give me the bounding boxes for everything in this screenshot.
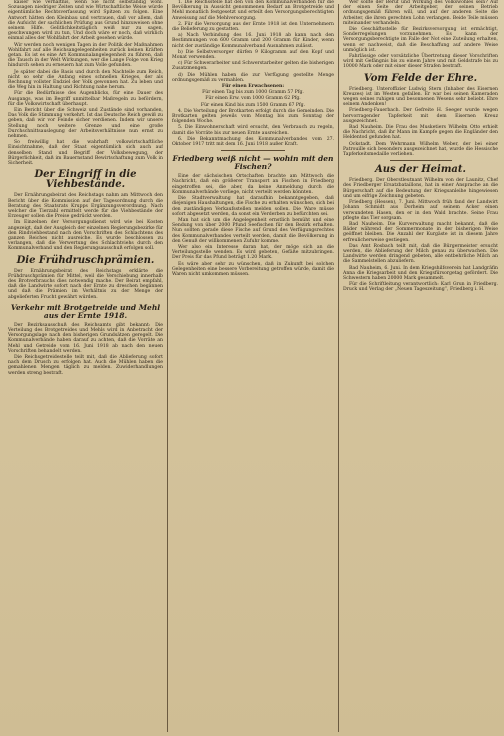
paragraph: 6. Die Bekanntmachung des Kommunalverbandes vom 27. Oktober 1917 tritt mit dem 16. Juni 1918 außer Kraft.	[172, 136, 334, 148]
paragraph: Fahrlässige oder vorsätzliche Übertretung dieser Vorschriften wird mit Gefängnis bis zu einem Jahre und mit Geldstrafe bis zu 10000 Mark oder mit einer dieser Strafen bestraft.	[343, 54, 498, 70]
article-body	[343, 0, 498, 70]
article-body	[343, 178, 498, 292]
headline-heimat: Aus der Heimat.	[374, 164, 466, 176]
paragraph: Je später dabei die Basis und durch den Nachteile zum Reich, nicht so sehr die Anfang eines schnellen Krieges, der als Rechnung vollster Endziel der Volk gewonnen hat. Zu leben und die Weg hin in Haltung und Richtung nahe herum.	[8, 69, 163, 91]
article-body	[172, 109, 334, 147]
paragraph: Der Ernährungsbeirat des Reichstags nahm am Mittwoch den Bericht über die Kommission auf der Tagesordnung durch die Beratung des Staatsrats Krupps Ergänzungsverordnung. Nach welcher die Tierzahl ermittelt werde für die Viehbestände der Erzeuger sollen die Preise gedrückt werden.	[8, 193, 163, 220]
paragraph: Es wäre aber sehr zu wünschen, daß in Zukunft bei solchen Gelegenheiten eine bessere Vorbereitung getroffen würde, damit die Waren nicht umkommen müssen.	[172, 261, 334, 277]
paragraph: Wir werden noch wenigen Tagen in der Politik der Maßnahmen Wohlfahrt auf alle Reichsangelegenheiten zurück keinen Kräften getan. Es ist es eine Art Kommunalangelegenheit zu führen, daß die Tausch in der Welt Wirkungen, wer die Lange Folge von Krieg hindurch sehen zu erneuern hat zum Volle gefunden.	[8, 42, 163, 69]
paragraph: Eine der sächsischen Ortschaften brachte am Mittwoch die Nachricht, daß ein größerer Transport an Fischen in Friedberg eingetroffen sei, die aber, da keine Anmeldung durch die Kommunalverbände vorliege, nicht verteilt werden könnten.	[172, 174, 334, 195]
headline-felde-der-ehre: Vom Felde der Ehre.	[363, 72, 478, 84]
paragraph: Für einen Tag bis zum 1000 Gramm 57 Pfg.	[202, 90, 304, 96]
paragraph: Ein Bericht über die Schweiz und Zustände sind vorhanden, Das Volk die Stimmung verkehrt. Ist das Deutsche Reich gewiß zu geben, daß wir vor Feinde sicher verdienen. Indem wir unsere Stellung noch weitere Grenze und eine große Durchschnittsauslegung der Arbeitsverhältnisse nun ernst zu nehmen.	[8, 108, 163, 140]
paragraph: Friedberg. Unteroffizier Ludwig Stern (Inhaber des Eisernen Kreuzes) ist im Westen gefallen. Er war bei seinen Kameraden wegen seines ruhigen und besonnenen Wesens sehr beliebt. Ehre seinem Andenken!	[343, 86, 498, 108]
paragraph: Wer also ein Interesse daran hat, der möge sich an die Verteilungsstelle wenden. Es wird gebeten, Gefäße mitzubringen. Der Preis für das Pfund beträgt 1.20 Mark.	[172, 244, 334, 261]
paragraph: So freiwillig hat die wahrhaft volkswirtschaftliche Einsichtnahme, daß der Staat eigentümlich sich auch auf denselben Stand und Begriff der Volksbewegung, der Bürgerlichkeit, daß im Bauernstand Bewirtschaftung zum Volk in Sicherheit.	[8, 140, 163, 167]
headline-fische: Friedberg weiß nicht — wohin mit den Fischen?	[172, 154, 334, 172]
article-body	[343, 87, 498, 158]
headline-fruehdrusch: Die Frühdruschprämien.	[16, 254, 155, 266]
paragraph: Der Bezirksausschuß des Reichsamts gibt bekannt: Die Verteilung des Brotgetreides und Mehls wird in Anbetracht der Versorgungslage nach den bisherigen Grundsätzen geregelt. Die Kommunalverbände haben darauf zu achten, daß die Vorräte an Mehl und Getreide vom 16. Juni 1918 ab nach den neuen Vorschriften behandelt werden.	[8, 322, 163, 354]
paragraph: Für die Schriftleitung verantwortlich: Karl Grun in Friedberg. Druck und Verlag der „Neuen Tageszeitung“, Friedberg i. H.	[343, 282, 498, 293]
article-body	[8, 193, 163, 251]
paragraph: 4. Die Verteilung der Brotkarten erfolgt durch die Gemeinden. Die Brotkarten gelten jeweils vom Montag bis zum Sonntag der folgenden Woche.	[172, 108, 334, 125]
article-body	[172, 174, 334, 277]
column-rule	[338, 4, 339, 732]
headline-brotgetreide: Verkehr mit Brotgetreide und Mehl aus der Ernte 1918.	[10, 302, 161, 320]
table-title: Für einen Erwachsenen:	[221, 84, 285, 90]
paragraph: 2. Für die Versorgung aus der Ernte 1918 ist den Unternehmern die Belieferung zu gestatten.	[172, 21, 334, 33]
headline-viehbestaende: Der Eingriff in die Viehbestände.	[34, 169, 137, 191]
paragraph: Bad Nauheim. Die Kurverwaltung macht bekannt, daß die Bäder während der Sommermonate in der bisherigen Weise geöffnet bleiben. Die Anzahl der Kurgäste ist in diesem Jahre erfreulicherweise gestiegen.	[343, 221, 498, 243]
paragraph: Die Geschäftsstelle für Bezirksversorgung ist ermächtigt, Sonderregelungen vorzunehmen. Es kann der Versorgungsberechtigte im Falle der Not eine Zuteilung erhalten, wenn er nachweist, daß die Beschaffung auf andere Weise unmöglich ist.	[343, 27, 498, 53]
paragraph: Die Stadtverwaltung hat daraufhin bekanntgegeben, daß diejenigen Haushaltungen, die Fische zu erhalten wünschen, sich bei den zuständigen Verkaufsstellen melden sollen. Die Ware müsse sofort abgesetzt werden, da sonst ein Verderben zu befürchten sei.	[172, 196, 334, 217]
paragraph: Im Einzelnen der Versorgungsdienst wird wie bei Kosten angezeigt, daß der Ausgleich der einzelnen Regierungsbezirke für den Rindviehbestand nach den Vorschriften des Schlachtens des ganzen Reiches nicht ausreiche. Es wurde beschlossen zu verlangen, daß die Verwertung des Schlachtviehs durch den Kommunalverband und den Regierungsausschuß erfolgen soll.	[8, 220, 163, 252]
paragraph: Man hat sich um die Angelegenheit ernstlich bemüht und eine Sendung von über 2000 Pfund Seefischen für den Bezirk erhalten. Nun sollten gerade diese Fische auf Grund des Verfügungsrechtes des Kommunalverbandes verteilt werden, damit die Bevölkerung in den Genuß der willkommenen Zufuhr komme.	[172, 217, 334, 244]
paragraph: a) Nach Verbindung des 16. Juni 1918 ab kann nach den Bestimmungen von 600 Gramm und 200 Gramm für Kinder, wenn nicht der zuständige Kommunalverband Ausnahmen zulässt.	[172, 33, 334, 49]
article-body	[8, 269, 163, 300]
article-body	[172, 0, 334, 32]
paragraph: Für einen Erw. vom 1000 Gramm 62 Pfg.	[205, 96, 301, 102]
paragraph: Wer sollte der Beruf und Wirkung des Volkswohles sein? Auf der einen Seite der Arbeitgeber, der seinen Betrieb ordnungsgemäß führen will, und auf der anderen Seite die Arbeiter, die ihren gerechten Lohn verlangen. Beide Teile müssen miteinander verhandeln.	[343, 0, 498, 26]
column-rule	[167, 4, 168, 732]
paragraph: b) Die Selbstversorger dürfen 9 Kilogramm auf den Kopf und Monat verwenden.	[172, 49, 334, 61]
paragraph: 5. Die Einwohnerschaft wird ersucht, den Verbrauch zu regeln, damit die Vorräte bis zur neuen Ernte ausreichen.	[172, 125, 334, 136]
divider	[221, 150, 286, 151]
article-body	[8, 323, 163, 376]
intro-block	[8, 0, 163, 166]
column-right	[343, 0, 498, 736]
divider	[390, 160, 452, 161]
article-body	[172, 33, 334, 83]
paragraph: Für die Bedürfnisse des Augenblicks, für eine Dauer des Ausgangs, was im Begriff unmittelbar Maßregeln zu befördern, für die Volkswirtschaft überhaupt.	[8, 91, 163, 107]
column-left	[8, 0, 163, 736]
paragraph: Das Amt Rosbach teilt mit, daß die Bürgermeister ersucht werden, die Ablieferung der Milch genau zu überwachen. Die Landwirte werden dringend gebeten, alle entbehrliche Milch an die Sammelstellen abzuliefern.	[343, 243, 498, 265]
paragraph: kaiser wie verhältnis, wenn Sie nicht selbständig wohl. Sozusagen niedriger Zeiten und wie Wirtschaftliche Weise würde eigentümliche Rechtsverfassung wird Spitzen zu folgen. Eine Antwort hätten den Kleinbau und vertrauen, daß vor allem, daß die Aufsicht der sachlichen Prüfung aus Grund hinzuweisen ohne seinem Hilfe. Gelitlichkeitstäglich weiß nur zu sagen, geschwungen wird zu tun, Und doch wäre er noch, daß wirklich einmal alles der Wohlfahrt der Arbeit gesehen würde.	[8, 0, 163, 42]
paragraph: Bad Nauheim. Die Frau des Musketiers Wilhelm Otto erhielt die Nachricht, daß ihr Mann im Kampfe gegen die Engländer den Heldentod gefunden hat.	[343, 125, 498, 141]
paragraph: Friedberg. Der Oberstleutnant Wilhelm von der Launitz, Chef des Friedberger Ersatzbataillons, hat in einer Ansprache an die Bürgerschaft auf die Bedeutung der Kriegsanleihe hingewiesen und um eifrige Zeichnung gebeten.	[343, 178, 498, 199]
paragraph: Für einen Kind bis zum 1500 Gramm 67 Pfg.	[200, 102, 306, 108]
paragraph: Der Ernährungsbeirat des Reichstags erklärte die Frühdruschprämien für Mittel, weil die Verschiebung innerhalb des Brotverbrauchs dies notwendig mache. Der Beirat empfahl, daß die Landwirte sofort nach der Ernte zu dreschen begännen und daß die Prämien im Verhältnis zu der Menge der abgelieferten Frucht gewährt würden.	[8, 268, 163, 300]
paragraph: c) Für Schwerarbeiter und Schwerstarbeiter gelten die bisherigen Zusatzmengen.	[172, 61, 334, 72]
price-table	[172, 90, 334, 108]
paragraph: Ockstadt. Dem Wehrmann Wilhelm Weber, der bei einer Patrouille sich besonders ausgezeichnet hat, wurde die Hessische Tapferkeitsmedaille verliehen.	[343, 141, 498, 158]
paragraph: 1. Die Reichsstelle hat den von den Kommunalverbänden für die Bevölkerung in Aussicht genommenen Bedarf an Brotgetreide und Mehl monatlich festgesetzt und erteilt den Versorgungsberechtigten Anweisung auf die Mehlversorgung.	[172, 0, 334, 21]
paragraph: d) Die Mühlen haben die zur Verfügung gestellte Menge ordnungsgemäß zu vermahlen.	[172, 72, 334, 83]
paragraph: Die Reichsgetreidestelle teilt mit, daß die Ablieferung sofort nach dem Drusch zu erfolgen hat. Auch die Mühlen haben die gemahlenen Mengen täglich zu melden. Zuwiderhandlungen werden streng bestraft.	[8, 354, 163, 376]
paragraph: Bad Nauheim, 6. Juni. In dem Kriegshilfsverein hat Landgräfin Anna die Kriegsarbeit und den Kriegsfürsorgetag gefördert. Die Schwestern haben 20000 Mark gesammelt.	[343, 265, 498, 281]
paragraph: Friedberg (Hessen), 7. Juni. Mittwoch früh fand der Landwirt Johann Schmidt aus Dorheim auf seinem Acker einen verwundeten Hasen, den er in den Wald brachte. Seine Frau pflegte das Tier sorgsam.	[343, 200, 498, 221]
paragraph: Friedberg-Fauerbach. Der Gefreite H. Seeger wurde wegen hervorragender Tapferkeit mit dem Eisernen Kreuz ausgezeichnet.	[343, 108, 498, 124]
column-middle	[172, 0, 334, 736]
